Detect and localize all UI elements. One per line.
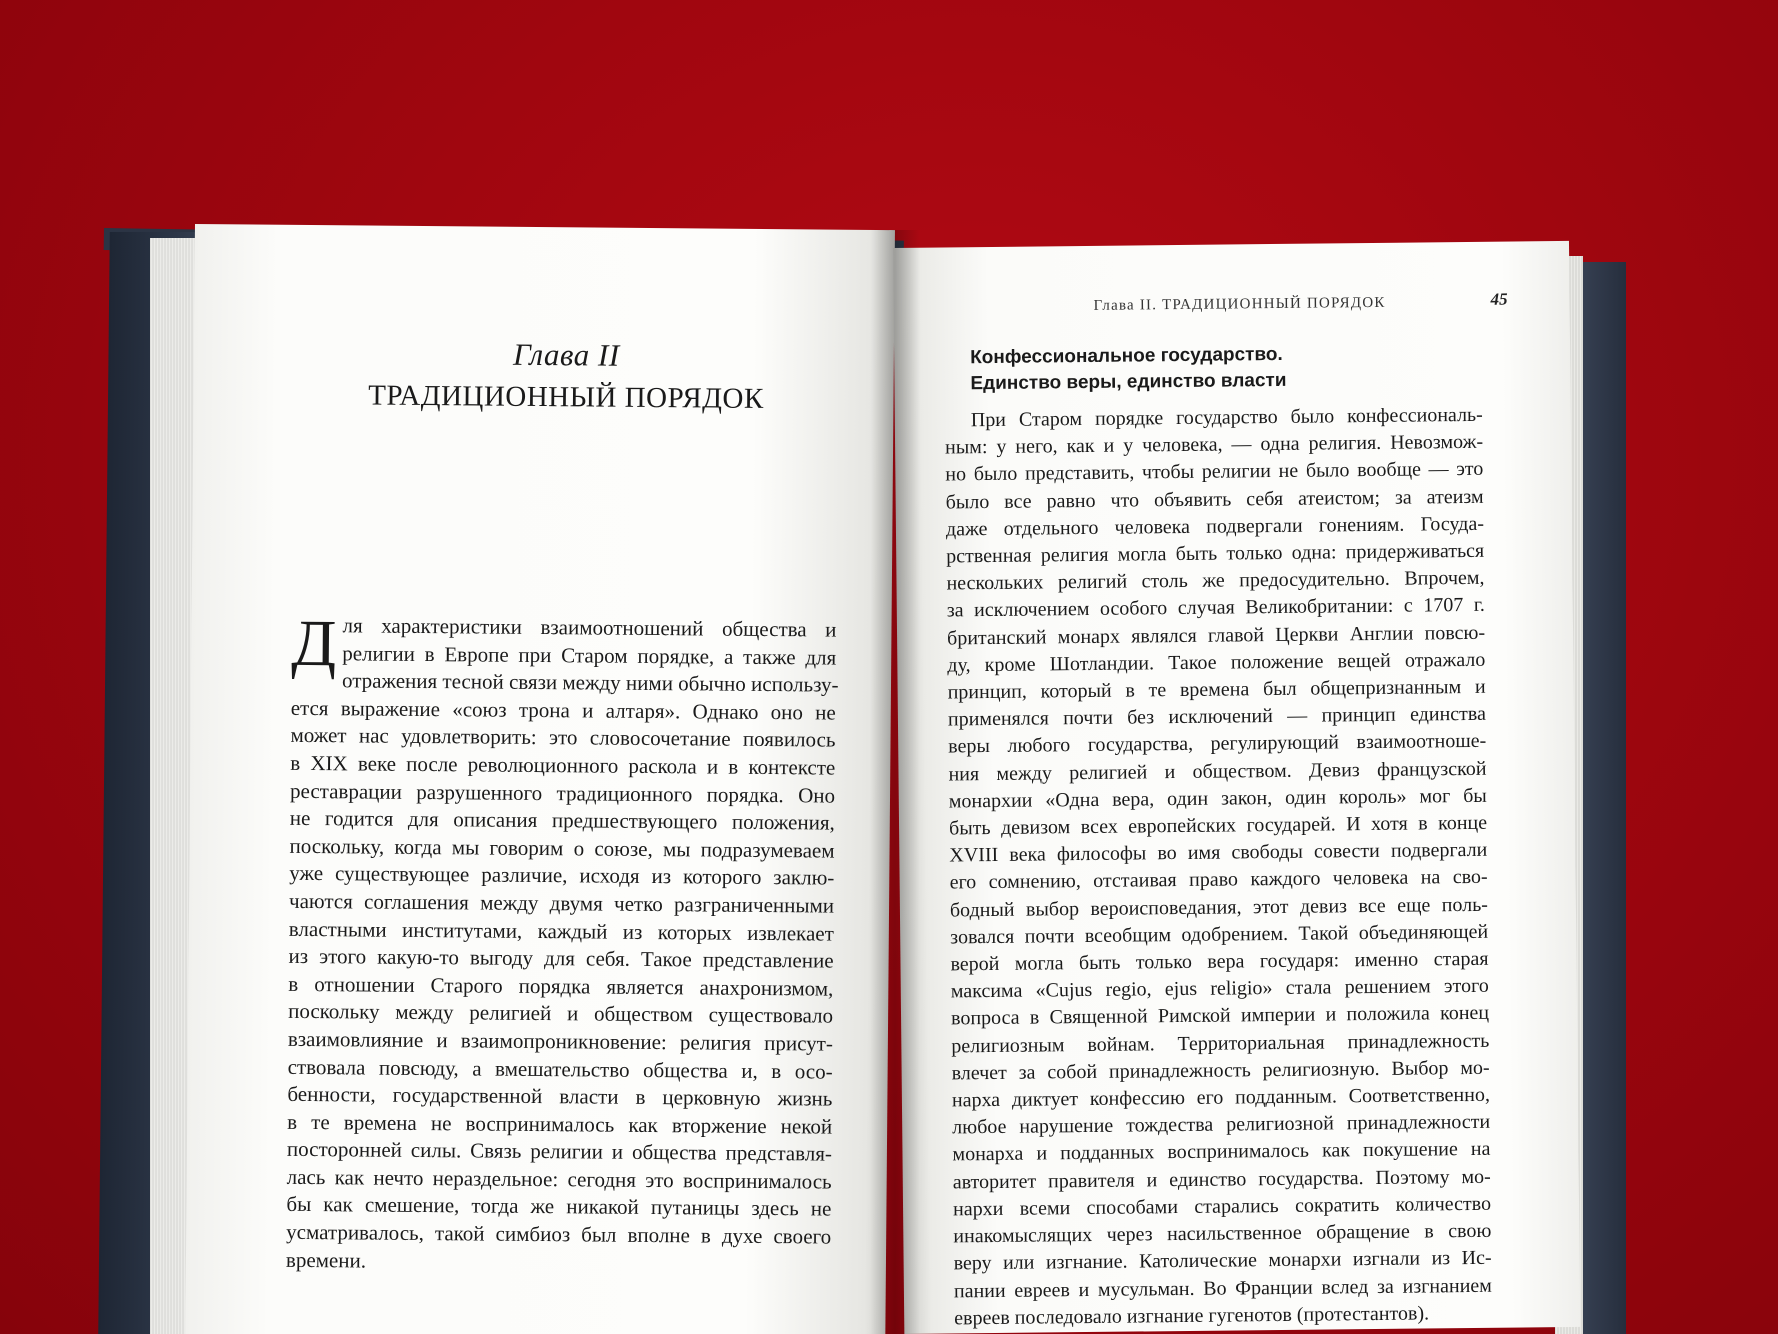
left-body-line: поскольку между религией и обществом существовало bbox=[288, 999, 834, 1028]
chapter-label: Глава II bbox=[512, 336, 620, 373]
right-body-line: ния между религией и обществом. Девиз французской bbox=[948, 757, 1487, 786]
right-body-line: монарха и подданных воспринималось как покушение на bbox=[952, 1138, 1491, 1166]
left-body-line: бы как смешение, тогда же никакой путаницы здесь не bbox=[286, 1192, 832, 1222]
left-body-line: реставрации разрушенного традиционного порядка. Оно bbox=[289, 778, 836, 808]
right-body-line: XVIII века философы во имя свободы совести подвергали bbox=[949, 839, 1488, 867]
right-body-line: любое нарушение тождества религиозной принадлежности bbox=[952, 1111, 1491, 1139]
right-body-line: верой могла быть только вера государя: именно старая bbox=[950, 947, 1489, 976]
right-body-line: зовался почти всеобщим одобрением. Такой объединяющей bbox=[950, 920, 1489, 949]
left-body-line: посторонней силы. Связь религии и общества представля- bbox=[286, 1137, 833, 1166]
chapter-title: ТРАДИЦИОННЫЙ ПОРЯДОК bbox=[368, 379, 764, 415]
left-body-line: может нас удовлетворить: это словосочетание появилось bbox=[290, 723, 836, 752]
right-page-content bbox=[944, 340, 1492, 1332]
right-body-line: бодный выбор вероисповедания, этот девиз все еще поль- bbox=[949, 893, 1489, 922]
right-body-line: пании евреев и мусульман. Во Франции вслед за изгнанием bbox=[953, 1274, 1493, 1302]
section-title-line-2: Единство веры, единство власти bbox=[970, 369, 1287, 395]
left-body-line: взаимовлияние и взаимопроникновение: религия присут- bbox=[287, 1026, 833, 1056]
left-body-line: из этого какую-то выгоду для себя. Такое представление bbox=[288, 943, 834, 973]
right-body-line: быть девизом всех европейских государей. И хотя в конце bbox=[948, 811, 1488, 840]
left-body-line: бенности, государственной власти в церковную жизнь bbox=[287, 1081, 833, 1111]
right-body-line: применялся почти без исключений — принцип единства bbox=[947, 703, 1487, 731]
drop-cap: Д bbox=[291, 606, 337, 681]
section-title-line-1: Конфессиональное государство. bbox=[970, 343, 1283, 369]
left-page-content bbox=[286, 335, 839, 1279]
right-body-line: монархии «Одна вера, один закон, один король» мог бы bbox=[948, 784, 1487, 813]
left-body-line: чаются соглашения между двумя четко разграниченными bbox=[288, 888, 835, 918]
left-body-line: в те времена не воспринималось как вторжение некой bbox=[287, 1109, 833, 1139]
right-body-line: максима «Cujus regio, ejus religio» стала решением этого bbox=[950, 975, 1489, 1003]
left-body-line: уже существующее различие, исходя из которого заклю- bbox=[289, 861, 835, 890]
page-number: 45 bbox=[1490, 289, 1508, 309]
right-body-line: за исключением особого случая Великобритании: с 1707 г. bbox=[946, 594, 1485, 622]
right-body-line: религиозным войнам. Территориальная принадлежность bbox=[951, 1029, 1490, 1058]
right-body-line: ным: у него, как и у человека, — одна религия. Невозмож- bbox=[944, 431, 1484, 459]
right-body-line: принцип, который в те времена был общепризнанным и bbox=[947, 675, 1486, 704]
left-body-line: властными институтами, каждый из которых извлекает bbox=[288, 916, 834, 946]
right-body-line: нархи всеми способами старались сократить количество bbox=[952, 1192, 1492, 1221]
left-body-line: усматривалось, такой симбиоз был вполне в духе своего bbox=[286, 1219, 832, 1249]
left-body-line: ля характеристики взаимоотношений общества и bbox=[342, 613, 837, 642]
right-body-line: веру или изгнание. Католические монархи изгнали из Ис- bbox=[953, 1247, 1492, 1275]
right-body-line: инакомыслящих через насильственное обращение в свою bbox=[953, 1219, 1492, 1248]
section-title bbox=[970, 340, 1483, 397]
left-body-line: времени. bbox=[285, 1247, 367, 1273]
left-body-line: ется выражение «союз трона и алтаря». Однако оно не bbox=[290, 695, 836, 725]
left-body-line: в XIX веке после революционного раскола и в контексте bbox=[290, 750, 836, 780]
left-body-line: не годится для описания предшествующего положения, bbox=[289, 806, 835, 835]
running-header: Глава II. ТРАДИЦИОННЫЙ ПОРЯДОК bbox=[1093, 294, 1386, 314]
left-body-line: в отношении Старого порядка является анахронизмом, bbox=[288, 971, 834, 1001]
right-body-line: было все равно что объявить себя атеистом; за атеизм bbox=[945, 485, 1484, 514]
right-body-line: нескольких религий столь же предосудительно. Впрочем, bbox=[946, 567, 1485, 595]
left-body-line: отражения тесной связи между ними обычно использу- bbox=[341, 668, 839, 697]
right-body-line: При Старом порядке государство было конфессиональ- bbox=[970, 403, 1483, 432]
right-body-line: даже отдельного человека подвергали гонениям. Госуда- bbox=[945, 512, 1485, 541]
right-body-line: его сомнению, отстаивая право каждого человека на сво- bbox=[949, 866, 1488, 894]
right-page bbox=[893, 241, 1580, 1334]
left-body-line: ствовала повсюду, а вмешательство общества и, в осо- bbox=[287, 1054, 833, 1084]
right-body-line: ду, кроме Шотландии. Такое положение вещей отражало bbox=[947, 648, 1486, 677]
right-body-line: влечет за собой принадлежность религиозную. Выбор мо- bbox=[951, 1056, 1490, 1085]
right-body-line: вопроса в Священной Римской империи и положила конец bbox=[950, 1002, 1490, 1030]
right-body-line: нарха диктует конфессию его подданным. Соответственно, bbox=[951, 1083, 1491, 1112]
right-body-line: евреев последовало изгнание гугенотов (протестантов). bbox=[954, 1302, 1430, 1330]
right-body-line: британский монарх являлся главой Церкви Англии повсю- bbox=[946, 621, 1486, 650]
right-body-line: веры любого государства, регулирующий взаимоотноше- bbox=[948, 730, 1487, 758]
right-page-body bbox=[945, 402, 1493, 1332]
left-page bbox=[185, 224, 895, 1334]
left-body-line: религии в Европе при Старом порядке, а также для bbox=[342, 640, 837, 670]
book-gutter-shadow bbox=[870, 230, 920, 1334]
right-body-line: но было представить, чтобы религии не было вообще — это bbox=[945, 458, 1484, 486]
right-body-line: рственная религия могла быть только одна: придерживаться bbox=[946, 539, 1485, 568]
left-body-line: лась как нечто нераздельное: сегодня это воспринималось bbox=[286, 1164, 832, 1194]
left-body-line: поскольку, когда мы говорим о союзе, мы подразумеваем bbox=[289, 833, 835, 863]
right-body-line: авторитет правителя и единство государства. Поэтому мо- bbox=[952, 1165, 1491, 1194]
left-page-body bbox=[285, 606, 839, 1279]
